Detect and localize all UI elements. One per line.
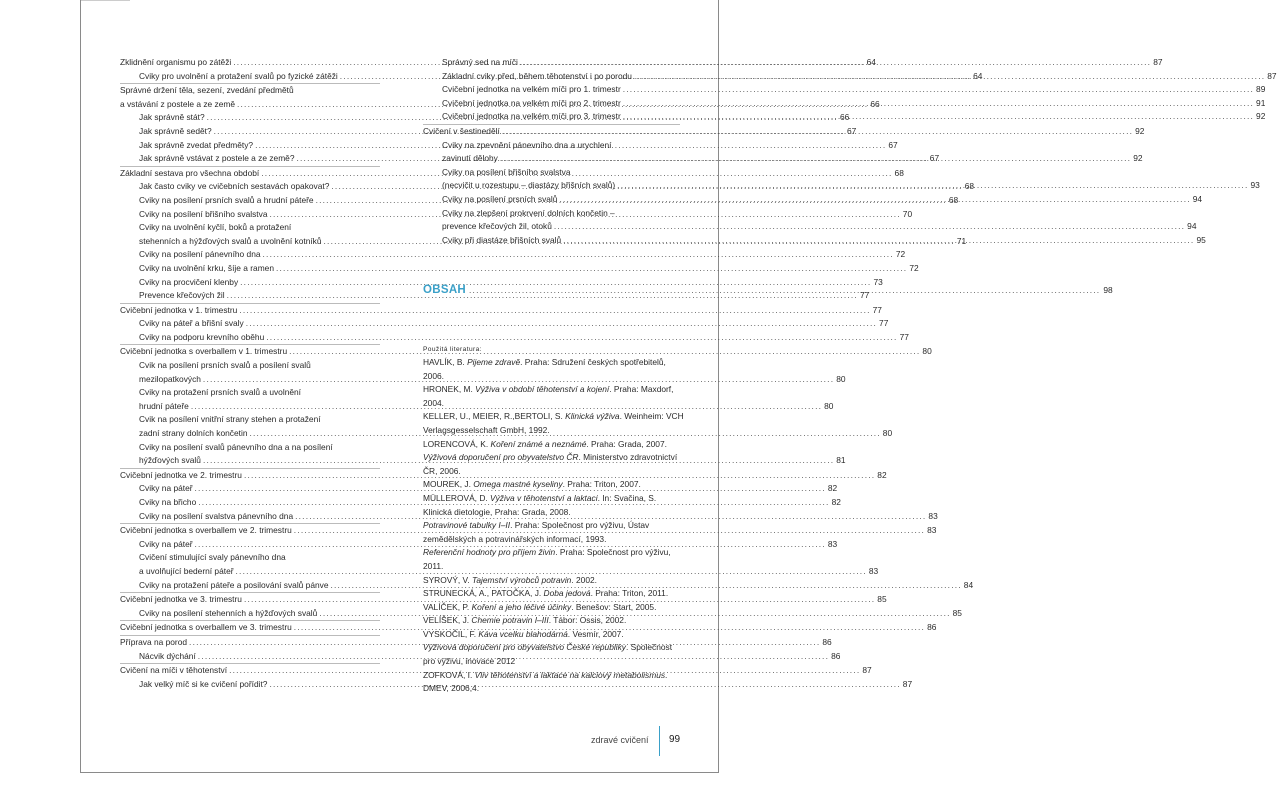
toc-page-number: 86 bbox=[822, 636, 832, 647]
toc-entry-title: Jak správně vstávat z postele a ze země? bbox=[139, 153, 295, 164]
toc-subentry[interactable] bbox=[423, 207, 680, 221]
leader-dots bbox=[623, 97, 1254, 111]
reference-title: Doba jedová bbox=[543, 588, 591, 599]
toc-entry-title: Cvičební jednotka na velkém míči pro 2. trimestr bbox=[442, 97, 621, 108]
footer-divider bbox=[659, 726, 660, 756]
toc-page-number: 64 bbox=[973, 70, 983, 81]
leader-dots bbox=[563, 234, 1194, 248]
literature-reference bbox=[423, 546, 685, 573]
toc-entry-title: Cviky na posílení prsních svalů a hrudní páteře bbox=[139, 194, 314, 205]
toc-subentry[interactable] bbox=[423, 139, 680, 153]
toc-page-number: 87 bbox=[1153, 57, 1163, 67]
literature-reference bbox=[423, 669, 685, 696]
reference-text: . Společnost pro výživu, inovace 2012 bbox=[423, 642, 673, 667]
reference-text: VALÍČEK, P. bbox=[423, 601, 472, 612]
literature-reference bbox=[423, 438, 685, 452]
literature-reference bbox=[423, 587, 685, 601]
toc-entry-title: Zklidnění organismu po zátěži bbox=[120, 57, 232, 67]
toc-subentry[interactable] bbox=[120, 551, 380, 565]
reference-title: Výživa v těhotenství a laktaci bbox=[490, 492, 598, 503]
reference-title: Chemie potravin I–III bbox=[471, 615, 549, 626]
toc-entry-title: Nácvik dýchání bbox=[139, 650, 196, 661]
toc-subentry[interactable] bbox=[120, 194, 959, 208]
toc-page-number: 81 bbox=[836, 455, 846, 466]
toc-entry-title: Cviky na posílení pánevního dna bbox=[139, 249, 261, 260]
toc-page-number: 87 bbox=[902, 678, 913, 689]
literature-section bbox=[423, 343, 685, 696]
toc-page-number: 82 bbox=[827, 483, 838, 494]
toc-page-number: 83 bbox=[927, 525, 937, 536]
toc-page-number: 85 bbox=[877, 594, 887, 605]
toc-page-number: 66 bbox=[839, 112, 850, 123]
toc-subentry[interactable] bbox=[120, 538, 838, 552]
reference-title: Vliv těhotenství a laktace na kalciový metabolismus bbox=[474, 669, 666, 680]
literature-reference bbox=[423, 492, 685, 519]
toc-subentry[interactable] bbox=[120, 565, 879, 579]
page-edge-bottom bbox=[80, 772, 719, 773]
toc-page-number: 73 bbox=[873, 276, 883, 287]
toc-page-number: 68 bbox=[948, 194, 959, 205]
toc-entry-title: Cviky na posílení svalů pánevního dna a na posílení bbox=[139, 441, 333, 452]
leader-dots bbox=[263, 248, 894, 262]
reference-text: HRONEK, M. bbox=[423, 384, 476, 395]
toc-entry-title: Cvičení na míči v těhotenství bbox=[120, 665, 228, 676]
toc-entry-title: Cviky při diastáze břišních svalů bbox=[442, 234, 562, 245]
toc-entry-title: Cviky na páteř bbox=[139, 483, 193, 494]
reference-title: Výživová doporučení pro obyvatelstvo České republiky bbox=[423, 642, 626, 653]
reference-title: Výživa v období těhotenství a kojení bbox=[475, 384, 610, 395]
leader-dots bbox=[500, 152, 1131, 166]
toc-entry-title: Cvičební jednotka na velkém míči pro 1. trimestr bbox=[442, 84, 621, 95]
reference-text: . Weinheim: VCH Verlagsgesselschaft GmbH, 1992. bbox=[423, 411, 684, 435]
literature-reference bbox=[423, 410, 685, 437]
toc-page-number: 67 bbox=[846, 125, 857, 136]
literature-reference bbox=[423, 451, 685, 478]
reference-text: LORENCOVÁ, K. bbox=[423, 438, 491, 449]
reference-text: HAVLÍK, B. bbox=[423, 357, 468, 367]
reference-text: . Tábor: Ossis, 2002. bbox=[548, 615, 627, 626]
leader-dots bbox=[617, 179, 1248, 193]
toc-page-number: 92 bbox=[1133, 153, 1143, 164]
reference-text: VYSKOČIL, F. bbox=[423, 628, 479, 639]
toc-subentry[interactable] bbox=[423, 166, 680, 180]
toc-page-number: 80 bbox=[836, 373, 846, 384]
toc-page-number: 66 bbox=[870, 98, 880, 109]
toc-page-number: 87 bbox=[1267, 70, 1277, 81]
literature-heading: Použitá literatura: bbox=[423, 346, 482, 353]
toc-entry-title: Základní sestava pro všechna období bbox=[120, 167, 260, 178]
toc-entry-title: prevence křečových žil, otoků bbox=[442, 221, 552, 232]
toc-subentry[interactable] bbox=[120, 427, 893, 441]
reference-title: Káva vcelku blahodárná bbox=[478, 628, 568, 639]
toc-page-number: 95 bbox=[1196, 234, 1206, 245]
toc-entry-title: Příprava na porod bbox=[120, 636, 188, 647]
reference-text: . Praha: Společnost pro výživu, Ústav zemědělských a potravinářských informací, 1993. bbox=[423, 520, 650, 544]
reference-text: . Praha: Triton, 2011. bbox=[590, 588, 669, 599]
reference-text: MOUREK, J. bbox=[423, 479, 474, 490]
footer-label: zdravé cvičení bbox=[591, 735, 649, 745]
toc-entry-title: hýžďových svalů bbox=[139, 455, 201, 466]
toc-page-number: 91 bbox=[1256, 97, 1266, 108]
toc-entry-title: Cvičební jednotka s overballem ve 3. trimestru bbox=[120, 622, 292, 633]
reference-title: Tajemství výrobců potravin bbox=[472, 574, 572, 585]
reference-text: . Praha: Triton, 2007. bbox=[562, 479, 641, 490]
toc-page-number: 92 bbox=[1135, 125, 1145, 136]
toc-page-number: 87 bbox=[862, 665, 872, 676]
toc-subentry[interactable] bbox=[120, 373, 846, 387]
toc-page-number: 86 bbox=[831, 650, 841, 661]
reference-title: Pijeme zdravě bbox=[467, 357, 521, 367]
reference-text: . Vesmír, 2007. bbox=[567, 628, 624, 639]
toc-entry-title: Jak správně zvedat předměty? bbox=[139, 139, 254, 150]
toc-subentry[interactable] bbox=[423, 83, 1266, 97]
reference-text: . Ministerstvo zdravotnictví ČR, 2006. bbox=[423, 452, 678, 476]
toc-chapter-entry[interactable] bbox=[120, 83, 380, 98]
reference-title: Omega mastné kyseliny bbox=[473, 479, 563, 490]
reference-title: Výživová doporučení pro obyvatelstvo ČR bbox=[423, 452, 579, 463]
reference-text: VELÍŠEK, J. bbox=[423, 615, 472, 626]
reference-text: . 2002. bbox=[571, 574, 597, 585]
toc-page-number: 94 bbox=[1192, 193, 1203, 204]
footer-page-number: 99 bbox=[669, 734, 681, 745]
leader-dots bbox=[520, 56, 1151, 70]
leader-dots bbox=[276, 262, 907, 276]
toc-subentry[interactable] bbox=[120, 262, 919, 276]
toc-entry-title: Jak velký míč si ke cvičení pořídit? bbox=[139, 678, 268, 689]
reference-text: . Benešov: Start, 2005. bbox=[571, 601, 657, 612]
toc-entry-title: Cvičební jednotka na velkém míči pro 3. trimestr bbox=[442, 111, 621, 122]
toc-page-number: 77 bbox=[872, 304, 882, 315]
toc-page-number: 86 bbox=[927, 622, 937, 633]
toc-entry-title: Cviky pro uvolnění a protažení svalů po fyzické zátěži bbox=[139, 70, 338, 81]
leader-dots bbox=[634, 70, 1265, 84]
reference-text: . Praha: Maxdorf, 2004. bbox=[423, 384, 674, 408]
leader-dots bbox=[623, 110, 1254, 124]
toc-entry-title: Cvičení stimulující svaly pánevního dna bbox=[139, 552, 286, 563]
toc-page-number: 94 bbox=[1187, 221, 1197, 232]
literature-reference bbox=[423, 383, 685, 410]
toc-page-number: 82 bbox=[877, 469, 887, 480]
toc-subentry[interactable] bbox=[120, 359, 380, 373]
toc-entry-title: Cviky na posílení břišního svalstva bbox=[139, 208, 268, 219]
toc-entry-title: Cvičební jednotka s overballem ve 2. trimestru bbox=[120, 525, 292, 536]
toc-subentry[interactable] bbox=[120, 441, 380, 455]
toc-subentry[interactable] bbox=[120, 248, 906, 262]
toc-subentry[interactable] bbox=[120, 331, 909, 345]
toc-entry-title: Jak často cviky ve cvičebních sestavách opakovat? bbox=[139, 181, 330, 192]
reference-text: . In: Svačina, S. Klinická dietologie, Praha: Grada, 2008. bbox=[423, 492, 657, 517]
toc-entry-title: Cvičební jednotka ve 2. trimestru bbox=[120, 469, 242, 480]
toc-subentry[interactable] bbox=[120, 317, 889, 331]
toc-entry-title: a vstávání z postele a ze země bbox=[120, 98, 235, 109]
toc-page-number: 77 bbox=[879, 318, 889, 329]
toc-entry-title: Cviky na uvolnění krku, šíje a ramen bbox=[139, 262, 274, 273]
reference-text: . Praha: Grada, 2007. bbox=[586, 438, 667, 449]
toc-entry-title: Cvik na posílení vnitřní strany stehen a protažení bbox=[139, 414, 321, 425]
leader-dots bbox=[623, 83, 1254, 97]
toc-subentry[interactable] bbox=[120, 386, 380, 400]
literature-reference bbox=[423, 478, 685, 492]
toc-page-number: 92 bbox=[1256, 111, 1266, 122]
toc-entry-title: zadní strany dolních končetin bbox=[139, 428, 248, 439]
reference-title: Potravinové tabulky I–II bbox=[423, 520, 511, 531]
leader-dots bbox=[559, 193, 1190, 207]
toc-entry-title: Správný sed na míči bbox=[442, 57, 518, 67]
toc-page-number: 83 bbox=[827, 538, 838, 549]
toc-page-number: 80 bbox=[824, 400, 834, 411]
reference-title: Referenční hodnoty pro příjem živin bbox=[423, 547, 556, 558]
toc-page-number: 84 bbox=[963, 579, 974, 590]
toc-entry-title: a uvolňující bederní páteř bbox=[139, 565, 234, 576]
toc-entry-title: Cviky na páteř bbox=[139, 538, 193, 549]
toc-entry-title: Jak správně stát? bbox=[139, 112, 205, 123]
toc-entry-title: Cviky na posílení břišního svalstva bbox=[442, 166, 571, 177]
toc-subentry[interactable] bbox=[120, 413, 380, 427]
toc-entry-title: Cviky na posílení stehenních a hýžďových svalů bbox=[139, 607, 318, 618]
toc-page-number: 72 bbox=[909, 262, 919, 273]
reference-title: Koření známé a neznámé bbox=[490, 438, 587, 449]
toc-entry-title: Cviky na posílení svalstva pánevního dna bbox=[139, 510, 294, 521]
leader-dots bbox=[239, 304, 870, 318]
toc-subentry[interactable] bbox=[423, 220, 1197, 234]
toc-entry-title: hrudní páteře bbox=[139, 400, 189, 411]
toc-entry-title: stehenních a hýžďových svalů a uvolnění kotníků bbox=[139, 235, 322, 246]
toc-page-number: 93 bbox=[1250, 180, 1260, 191]
obsah-title: OBSAH bbox=[423, 284, 467, 296]
toc-entry-title: Cviky na protažení prsních svalů a uvolnění bbox=[139, 387, 302, 398]
reference-text: . Praha: Sdružení českých spotřebitelů, 2006. bbox=[423, 357, 666, 381]
toc-entry-title: Cviky na posílení prsních svalů bbox=[442, 193, 558, 204]
toc-subentry[interactable] bbox=[120, 400, 834, 414]
toc-entry-title: Cvičení v šestinedělí bbox=[423, 125, 500, 136]
reference-text: SYROVÝ, V. bbox=[423, 574, 473, 585]
toc-page-number: 64 bbox=[866, 57, 876, 67]
toc-entry-title: Cviky na uvolnění kyčlí, boků a protažení bbox=[139, 222, 292, 233]
literature-reference bbox=[423, 614, 685, 628]
leader-dots bbox=[502, 125, 1133, 139]
reference-text: ZOFKOVÁ, I. bbox=[423, 669, 475, 680]
reference-text: MÜLLEROVÁ, D. bbox=[423, 492, 491, 503]
page-edge-left bbox=[80, 0, 81, 773]
toc-subentry[interactable] bbox=[120, 510, 938, 524]
toc-entry-title: Cviky na podporu krevního oběhu bbox=[139, 331, 265, 342]
toc-entry-title: Cvičební jednotka s overballem v 1. trimestru bbox=[120, 346, 288, 357]
leader-dots bbox=[469, 285, 1100, 295]
literature-reference bbox=[423, 519, 685, 546]
page-top-line bbox=[80, 0, 130, 1]
literature-reference bbox=[423, 601, 685, 615]
toc-entry-title: Cvičební jednotka ve 3. trimestru bbox=[120, 594, 242, 605]
toc-page-number: 83 bbox=[928, 510, 938, 521]
toc-entry-title: Správné držení těla, sezení, zvedání předmětů bbox=[120, 85, 294, 96]
toc-page-number: 71 bbox=[956, 235, 967, 246]
toc-entry-title: (necvičit u rozestupu – diastázy břišních svalů) bbox=[442, 180, 616, 191]
reference-text: KELLER, U., MEIER, R.,BERTOLI, S. bbox=[423, 411, 566, 422]
toc-page-number: 85 bbox=[952, 607, 962, 618]
toc-chapter-entry[interactable] bbox=[120, 303, 882, 318]
literature-reference bbox=[423, 356, 685, 383]
toc-page-number: 82 bbox=[831, 497, 841, 507]
toc-entry-title: Cviky na břicho bbox=[139, 497, 197, 507]
toc-entry-title: Základní cviky před, během těhotenství i po porodu bbox=[442, 70, 632, 81]
toc-entry-title: Cviky na procvičení klenby bbox=[139, 276, 239, 287]
leader-dots bbox=[246, 317, 877, 331]
toc-entry-title: Cviky na páteř a břišní svaly bbox=[139, 318, 244, 329]
toc-page-number: 80 bbox=[882, 428, 893, 439]
toc-page-number: 83 bbox=[868, 565, 879, 576]
toc-entry-title: Cviky na protažení páteře a posilování svalů pánve bbox=[139, 579, 329, 590]
toc-page-number: 67 bbox=[888, 139, 898, 150]
toc-entry-title: Cviky na zlepšení prokrvení dolních končetin – bbox=[442, 207, 615, 218]
reference-text: . DMEV, 2006,4. bbox=[423, 669, 668, 694]
toc-page-number: 80 bbox=[922, 346, 932, 357]
reference-title: Koření a jeho léčivé účinky bbox=[471, 601, 572, 612]
toc-entry-title: zavinutí dělohy bbox=[442, 153, 498, 164]
reference-title: Klinická výživa bbox=[565, 411, 620, 422]
toc-entry-title: Cviky na zpevnění pánevního dna a urychlení bbox=[442, 139, 612, 150]
toc-page-number: 72 bbox=[895, 249, 906, 260]
toc-subentry[interactable] bbox=[120, 221, 380, 235]
reference-text: . Praha: Společnost pro výživu, 2011. bbox=[423, 547, 671, 571]
literature-reference bbox=[423, 641, 685, 668]
toc-entry-title: Cvičební jednotka v 1. trimestru bbox=[120, 304, 238, 315]
literature-reference bbox=[423, 628, 685, 642]
reference-text: STRUNECKÁ, A., PATOČKA, J. bbox=[423, 588, 544, 599]
toc-chapter-entry[interactable] bbox=[120, 468, 887, 483]
toc-page-number: 67 bbox=[929, 153, 940, 164]
toc-page-number: 68 bbox=[894, 167, 904, 178]
toc-entry-title: Jak správně sedět? bbox=[139, 125, 212, 136]
toc-entry-title: Cvik na posílení prsních svalů a posílení svalů bbox=[139, 360, 311, 371]
toc-page-number: 89 bbox=[1256, 84, 1266, 95]
toc-entry-title: mezilopatkových bbox=[139, 373, 201, 384]
obsah-page-number: 98 bbox=[1103, 285, 1113, 295]
leader-dots bbox=[554, 220, 1185, 234]
literature-reference bbox=[423, 574, 685, 588]
toc-entry-title: Prevence křečových žil bbox=[139, 290, 225, 301]
toc-page-number: 68 bbox=[964, 181, 975, 192]
toc-page-number: 77 bbox=[859, 290, 870, 301]
toc-page-number: 77 bbox=[899, 331, 909, 342]
toc-page-number: 70 bbox=[902, 208, 913, 219]
